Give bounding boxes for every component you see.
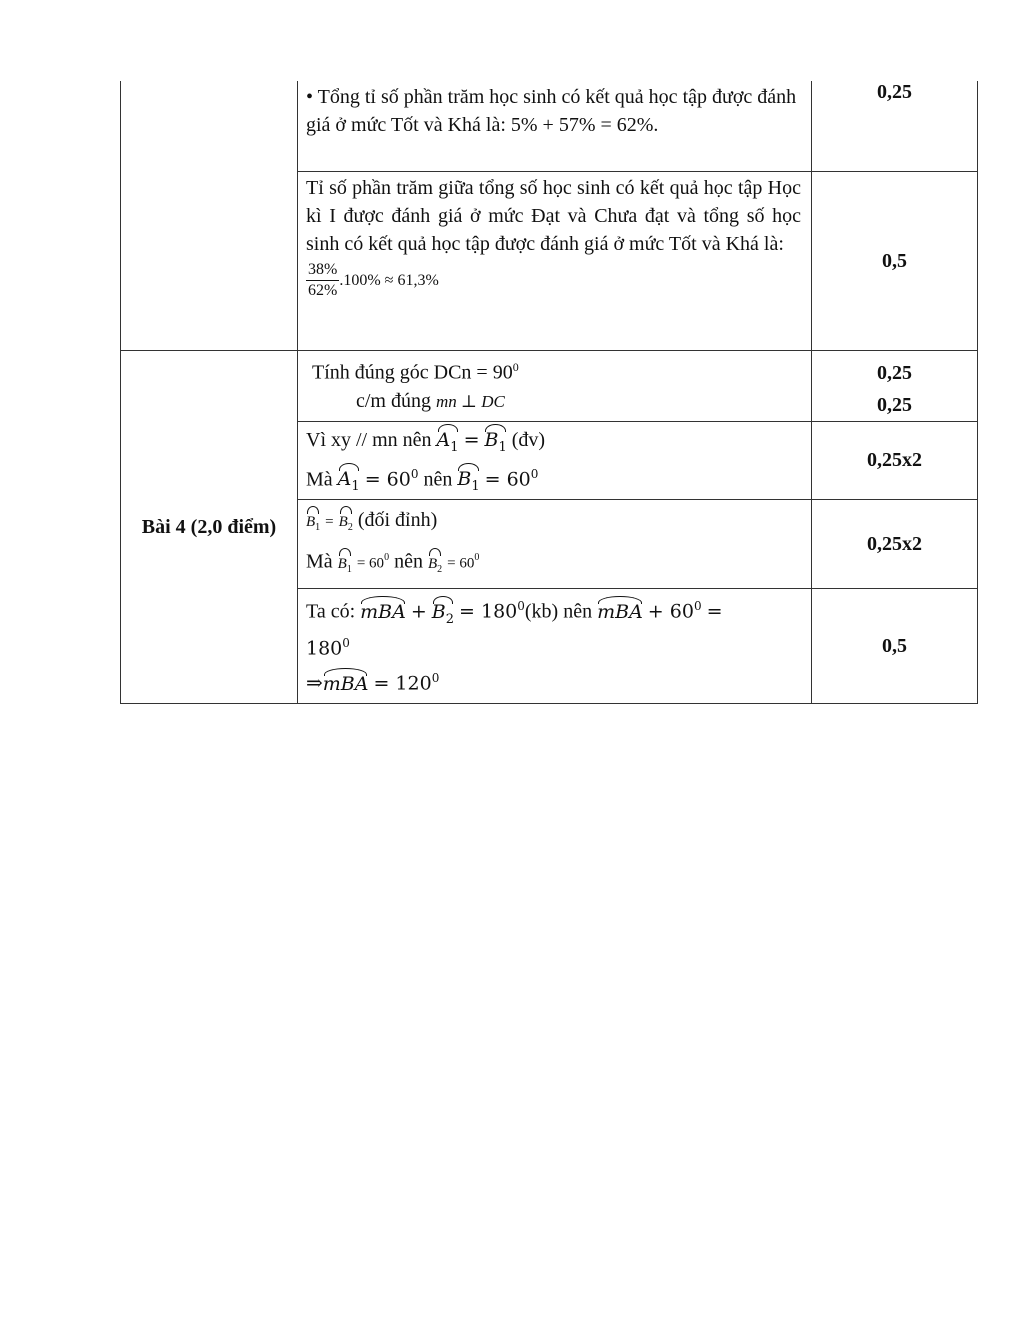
score-value: 0,25 (877, 362, 912, 384)
degree-sup: 0 (517, 599, 525, 614)
score-value: 0,5 (882, 249, 907, 272)
angle-b2 (428, 548, 442, 580)
answer-table (120, 81, 978, 704)
angle-letter: B (427, 555, 438, 572)
degree-sup: 0 (693, 599, 702, 614)
section-label: Bài 4 (2,0 điểm) (141, 515, 277, 538)
step-text: Tính đúng góc DCn = 90 (312, 361, 513, 384)
score-value: 0,25x2 (867, 449, 922, 472)
step-line (306, 591, 801, 629)
angle-letter: B (338, 514, 348, 531)
fraction-numerator: 38% (306, 260, 339, 281)
implies-arrow: ⇒ (306, 673, 323, 696)
step-total-percent (298, 81, 812, 172)
degree-sup: 0 (431, 671, 440, 686)
angle-b1 (306, 506, 320, 538)
angle-b2 (339, 506, 353, 538)
step-line (306, 502, 801, 540)
degree-sup: 0 (410, 466, 419, 481)
step-text: Ta có: (306, 600, 356, 623)
step-line (312, 387, 801, 416)
angle-value: = 60 (447, 555, 475, 572)
angle-mba: mBA (323, 668, 369, 694)
step-text: (đối đỉnh) (357, 509, 438, 532)
step-line (306, 661, 801, 701)
angle-sub: 1 (351, 479, 360, 495)
step-line (306, 424, 801, 458)
angle-sub: 1 (498, 439, 507, 455)
angle-value: = 60 (364, 468, 411, 491)
equals-sign: = (706, 600, 723, 623)
angle-sub: 1 (315, 522, 321, 534)
angle-sub: 2 (437, 563, 443, 575)
degree-sup: 0 (512, 360, 519, 374)
angle-a1 (338, 463, 360, 497)
score-value: 0,25 (877, 81, 912, 103)
fraction-denominator: 62% (308, 282, 338, 299)
angle-b1 (457, 463, 479, 497)
step-line (306, 540, 801, 582)
angle-letter: B (484, 429, 499, 451)
angle-sub: 1 (471, 479, 480, 495)
angle-letter: A (337, 468, 352, 491)
angle-sub: 1 (346, 563, 352, 575)
angle-letter: A (436, 429, 451, 451)
score-cell (812, 500, 978, 589)
score-value: 0,5 (882, 634, 907, 657)
score-value: 0,25x2 (867, 532, 922, 555)
angle-value: = 60 (356, 555, 385, 572)
step-angle-dcn (298, 351, 812, 422)
step-line (306, 630, 801, 662)
perpendicular-math: mn ⊥ DC (436, 391, 505, 411)
angle-value: = 180 (459, 600, 518, 623)
angle-b1 (484, 424, 506, 458)
angle-letter: B (457, 468, 472, 491)
angle-letter: B (431, 600, 446, 623)
score-cell (812, 172, 978, 351)
equals-sign: = (463, 429, 480, 451)
angle-mba: mBA (360, 596, 406, 622)
angle-value: = 120 (373, 673, 432, 696)
plus-sign: + (410, 600, 427, 623)
angle-value: 180 (306, 637, 343, 660)
step-text: Vì xy // mn nên (306, 429, 432, 451)
score-value: 0,25 (877, 394, 912, 416)
step-text: • Tổng tỉ số phần trăm học sinh có kết quả học tập được đánh giá ở mức Tốt và Khá là: 5% + 57% = 62%. (306, 86, 797, 136)
step-text: (kb) nên (524, 600, 593, 623)
empty-section-cell (121, 81, 298, 351)
section-label-cell (121, 351, 298, 704)
angle-sub: 1 (450, 439, 459, 455)
ratio-formula (306, 260, 801, 301)
step-text: Tỉ số phần trăm giữa tổng số học sinh có kết quả học tập Học kì I được đánh giá ở mức Đạt và Chưa đạt và tổng số học sinh có kết quả học tập được đánh giá ở mức Tốt và Khá là: (306, 177, 801, 255)
degree-sup: 0 (342, 635, 350, 650)
step-line (306, 458, 801, 497)
angle-value: = 60 (484, 468, 531, 491)
angle-letter: B (337, 555, 347, 572)
angle-sub: 2 (347, 522, 353, 534)
step-vertical-angles (298, 500, 812, 589)
angle-b1 (338, 548, 352, 580)
step-text: c/m đúng (356, 389, 431, 412)
angle-value: + 60 (647, 600, 694, 623)
angle-sub: 2 (445, 611, 455, 627)
step-text: Mà (306, 550, 333, 573)
step-text: (đv) (511, 429, 546, 451)
score-cell (812, 589, 978, 704)
score-cell (812, 422, 978, 500)
table-row (121, 351, 978, 422)
degree-sup: 0 (530, 466, 539, 481)
step-text: nên (394, 550, 423, 573)
angle-b2 (432, 596, 454, 630)
step-text: nên (423, 468, 453, 491)
equals-sign: = (325, 514, 334, 531)
angle-letter: B (306, 514, 316, 531)
table-row (121, 81, 978, 172)
step-text: Mà (306, 468, 333, 491)
score-cell (812, 81, 978, 172)
fraction (306, 260, 339, 301)
step-ratio (298, 172, 812, 351)
step-supplementary (298, 589, 812, 704)
step-alternate-angles (298, 422, 812, 500)
angle-mba: mBA (597, 596, 643, 622)
degree-sup: 0 (384, 552, 390, 564)
score-cell (812, 351, 978, 422)
degree-sup: 0 (474, 552, 480, 564)
formula-rest: .100% ≈ 61,3% (339, 272, 439, 290)
angle-a1 (437, 424, 459, 458)
step-line (312, 353, 801, 387)
